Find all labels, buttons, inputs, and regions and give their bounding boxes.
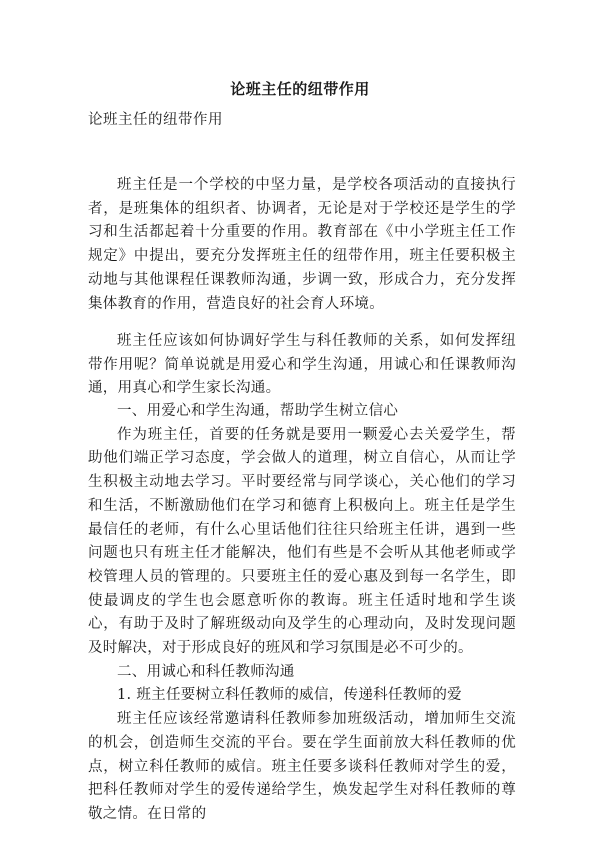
subsection-heading-1: 1. 班主任要树立科任教师的威信，传递科任教师的爱 bbox=[117, 687, 462, 704]
section-heading-2: 二、用诚心和科任教师沟通 bbox=[117, 663, 295, 680]
paragraph-teachers: 班主任应该经常邀请科任教师参加班级活动，增加师生交流的机会，创造师生交流的平台。要在学生面前放大科任教师的优点，树立科任教师的威信。班主任要多谈科任教师对学生的爱，把科任教师对学生的爱传递给学生，焕发起学生对科任教师的尊敬之情。在日常的 bbox=[88, 711, 516, 822]
intro-section bbox=[88, 174, 516, 316]
paragraph-intro: 班主任是一个学校的中坚力量，是学校各项活动的直接执行者，是班集体的组织者、协调者，无论是对于学校还是学生的学习和生活都起着十分重要的作用。教育部在《中小学班主任工作规定》中提出，要充分发挥班主任的纽带作用，班主任要积极主动地与其他课程任课教师沟通，步调一致，形成合力，充分发挥集体教育的作用，营造良好的社会育人环境。 bbox=[88, 177, 516, 312]
document-subtitle: 论班主任的纽带作用 bbox=[88, 112, 223, 128]
paragraph-question: 班主任应该如何协调好学生与科任教师的关系，如何发挥纽带作用呢？简单说就是用爱心和学生沟通，用诚心和任课教师沟通，用真心和学生家长沟通。 bbox=[88, 333, 516, 397]
paragraph-students: 作为班主任，首要的任务就是要用一颗爱心去关爱学生，帮助他们端正学习态度，学会做人的道理，树立自信心，从而让学生积极主动地去学习。平时要经常与同学谈心，关心他们的学习和生活，不断激励他们在学习和德育上积极向上。班主任是学生最信任的老师，有什么心里话他们往往只给班主任讲，遇到一些问题也只有班主任才能解决，他们有些是不会听从其他老师或学校管理人员的管理的。只要班主任的爱心惠及到每一名学生，即使最调皮的学生也会愿意听你的教诲。班主任适时地和学生谈心，有助于及时了解班级动向及学生的心理动向，及时发现问题及时解决，对于形成良好的班风和学习氛围是必不可少的。 bbox=[88, 426, 516, 657]
question-section bbox=[88, 330, 516, 401]
document-title: 论班主任的纽带作用 bbox=[230, 80, 370, 98]
main-section bbox=[88, 400, 516, 827]
section-heading-1: 一、用爱心和学生沟通，帮助学生树立信心 bbox=[117, 403, 399, 419]
